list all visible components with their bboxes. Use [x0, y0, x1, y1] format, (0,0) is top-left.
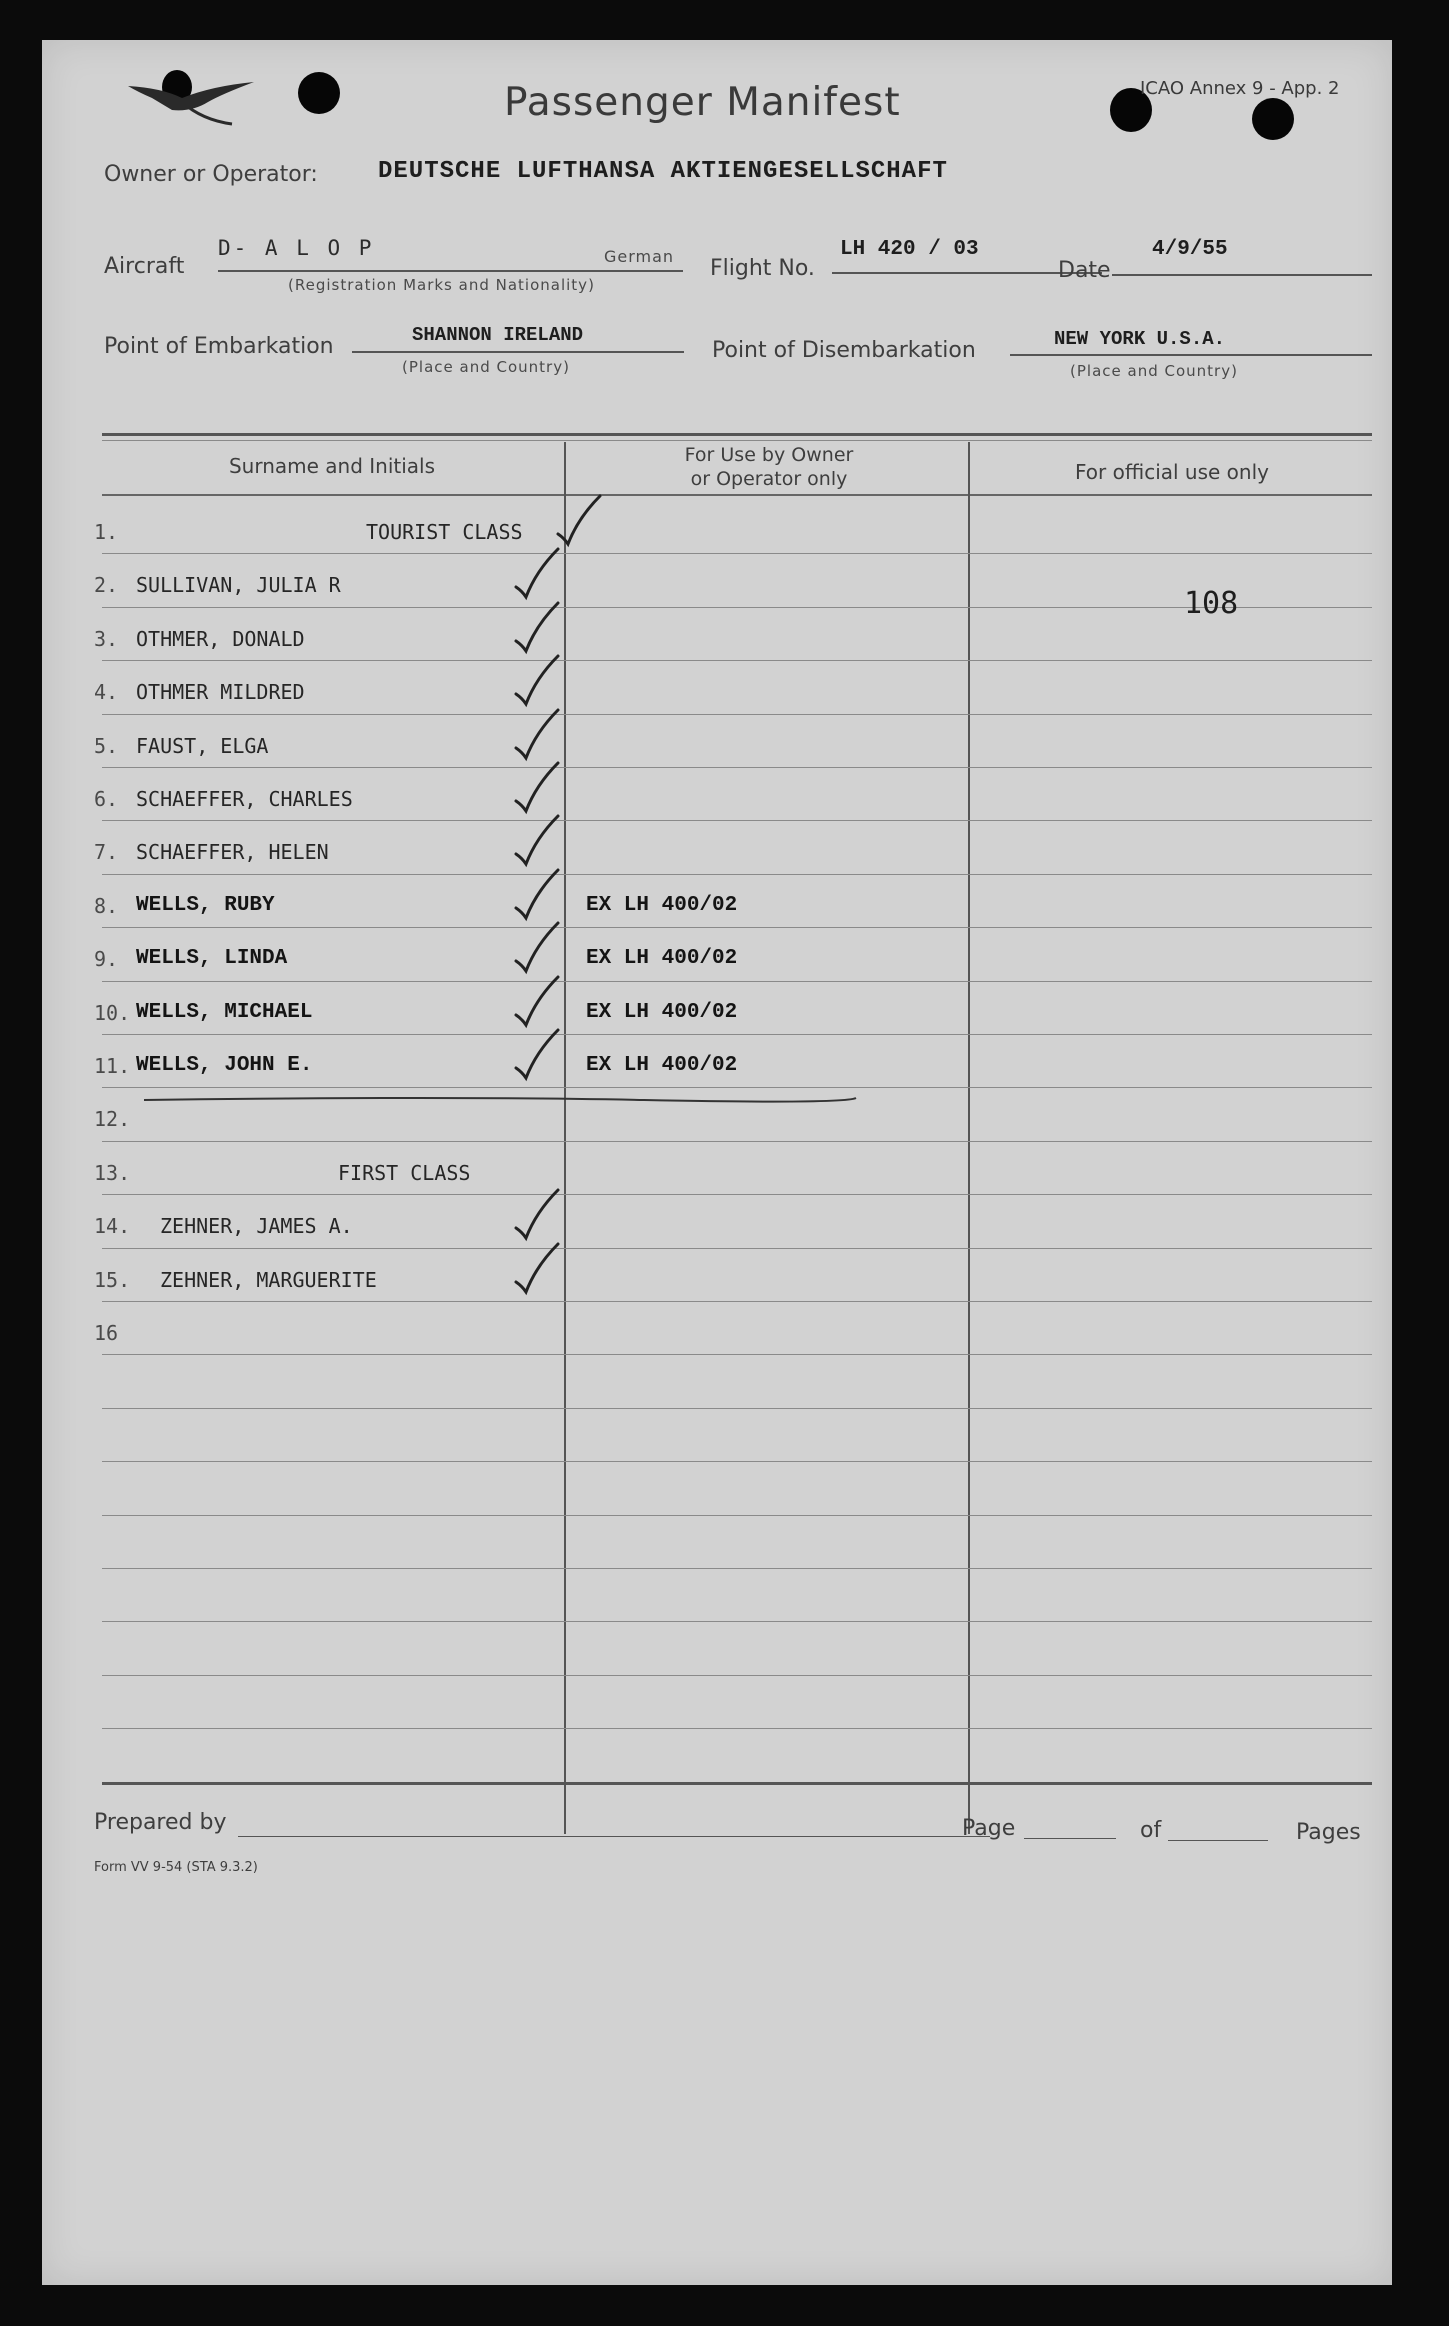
- official-number: 108: [1184, 586, 1239, 621]
- row-number: 7.: [94, 840, 119, 865]
- row-number: 14.: [94, 1214, 131, 1239]
- owner-value: DEUTSCHE LUFTHANSA AKTIENGESELLSCHAFT: [378, 158, 948, 185]
- passenger-name: SCHAEFFER, CHARLES: [136, 787, 353, 811]
- manifest-sheet: [42, 40, 1392, 2285]
- blank-rule: [102, 1675, 1372, 1676]
- header-owner-line2: or Operator only: [690, 468, 848, 490]
- blank-rule: [102, 1621, 1372, 1622]
- operator-note: EX LH 400/02: [586, 893, 738, 917]
- row-rule: [102, 553, 1372, 554]
- row-rule: [102, 1194, 1372, 1195]
- blank-rule: [102, 1515, 1372, 1516]
- row-number: 8.: [94, 893, 119, 918]
- prepared-label: Prepared by: [94, 1810, 227, 1835]
- column-rule: [564, 442, 566, 1834]
- check-mark-icon: [512, 761, 562, 817]
- embarkation-value: SHANNON IRELAND: [412, 324, 584, 346]
- row-rule: [102, 660, 1372, 661]
- disembarkation-value: NEW YORK U.S.A.: [1054, 328, 1226, 350]
- check-mark-icon: [512, 975, 562, 1031]
- check-mark-icon: [512, 868, 562, 924]
- class-heading: FIRST CLASS: [338, 1160, 471, 1185]
- row-rule: [102, 767, 1372, 768]
- blank-rule: [102, 1408, 1372, 1409]
- disembarkation-label: Point of Disembarkation: [712, 338, 976, 363]
- punch-hole: [298, 72, 340, 114]
- prepared-underline: [238, 1836, 990, 1837]
- check-mark-icon: [512, 1242, 562, 1298]
- passenger-name: SCHAEFFER, HELEN: [136, 840, 329, 865]
- airline-logo: [122, 68, 262, 128]
- date-label: Date: [1058, 258, 1111, 283]
- operator-note: EX LH 400/02: [586, 947, 738, 971]
- row-number: 11.: [94, 1054, 131, 1078]
- blank-rule: [102, 1568, 1372, 1569]
- blank-rule: [102, 1461, 1372, 1462]
- passenger-name: WELLS, LINDA: [136, 947, 288, 971]
- nationality-value: German: [604, 247, 675, 266]
- check-mark-icon: [512, 654, 562, 710]
- check-mark-icon: [512, 921, 562, 977]
- row-rule: [102, 1354, 1372, 1355]
- passenger-name: OTHMER MILDRED: [136, 680, 305, 705]
- header-surname: Surname and Initials: [228, 454, 436, 478]
- passenger-name: WELLS, JOHN E.: [136, 1054, 313, 1077]
- embarkation-caption: (Place and Country): [402, 358, 570, 376]
- passenger-name: ZEHNER, MARGUERITE: [160, 1267, 377, 1292]
- pages-label: Pages: [1296, 1820, 1361, 1845]
- row-number: 1.: [94, 520, 119, 544]
- check-mark-icon: [512, 708, 562, 764]
- row-number: 6.: [94, 787, 119, 811]
- check-mark-icon: [512, 1188, 562, 1244]
- row-number: 12.: [94, 1107, 131, 1132]
- date-underline: [1112, 274, 1372, 276]
- row-rule: [102, 1301, 1372, 1302]
- passenger-name: WELLS, MICHAEL: [136, 1000, 313, 1024]
- aircraft-underline: [218, 270, 683, 272]
- of-label: of: [1140, 1818, 1162, 1843]
- row-rule: [102, 607, 1372, 608]
- of-underline: [1168, 1840, 1268, 1841]
- row-rule: [102, 820, 1372, 821]
- row-rule: [102, 981, 1372, 982]
- passenger-name: ZEHNER, JAMES A.: [160, 1214, 353, 1239]
- check-mark-icon: [512, 601, 562, 657]
- row-rule: [102, 1034, 1372, 1035]
- disembarkation-underline: [1010, 354, 1372, 356]
- header-official: For official use only: [1075, 460, 1269, 484]
- operator-note: EX LH 400/02: [586, 1000, 738, 1024]
- flight-value: LH 420 / 03: [840, 238, 979, 261]
- header-owner-line1: For Use by Owner: [684, 444, 854, 466]
- form-title: Passenger Manifest: [504, 80, 901, 125]
- table-header-rule: [102, 494, 1372, 496]
- row-number: 10.: [94, 1000, 131, 1025]
- punch-hole: [1252, 98, 1294, 140]
- row-rule: [102, 1087, 1372, 1088]
- page-underline: [1024, 1838, 1116, 1839]
- column-rule: [968, 442, 970, 1834]
- row-number: 2.: [94, 573, 119, 598]
- passenger-name: FAUST, ELGA: [136, 733, 269, 758]
- row-number: 16: [94, 1321, 119, 1345]
- passenger-name: SULLIVAN, JULIA R: [136, 573, 341, 598]
- embarkation-underline: [352, 351, 684, 353]
- check-mark-icon: [512, 814, 562, 870]
- aircraft-value: D- A L O P: [218, 236, 375, 260]
- row-number: 3.: [94, 626, 119, 651]
- row-rule: [102, 1248, 1372, 1249]
- row-rule: [102, 927, 1372, 928]
- row-rule: [102, 714, 1372, 715]
- operator-note: EX LH 400/02: [586, 1054, 738, 1077]
- table-top-rule-inner: [102, 440, 1372, 441]
- blank-rule: [102, 1728, 1372, 1729]
- registration-caption: (Registration Marks and Nationality): [288, 276, 595, 294]
- owner-label: Owner or Operator:: [104, 162, 318, 187]
- embarkation-label: Point of Embarkation: [104, 334, 334, 359]
- row-number: 4.: [94, 680, 119, 705]
- row-rule: [102, 1141, 1372, 1142]
- date-value: 4/9/55: [1152, 238, 1228, 261]
- class-heading: TOURIST CLASS: [366, 520, 523, 544]
- disembarkation-caption: (Place and Country): [1070, 362, 1238, 380]
- row-rule: [102, 874, 1372, 875]
- table-top-rule: [102, 433, 1372, 436]
- flight-label: Flight No.: [710, 256, 815, 281]
- passenger-name: OTHMER, DONALD: [136, 626, 305, 651]
- handwritten-line: [144, 1090, 864, 1110]
- form-number: Form VV 9-54 (STA 9.3.2): [94, 1860, 258, 1875]
- passenger-name: WELLS, RUBY: [136, 893, 275, 917]
- row-number: 15.: [94, 1267, 131, 1292]
- row-number: 5.: [94, 733, 119, 758]
- table-bottom-rule: [102, 1782, 1372, 1785]
- page-label: Page: [962, 1816, 1016, 1841]
- check-mark-icon: [512, 547, 562, 603]
- icao-reference: ICAO Annex 9 - App. 2: [1140, 78, 1340, 99]
- aircraft-label: Aircraft: [104, 254, 185, 279]
- row-number: 13.: [94, 1160, 131, 1185]
- row-number: 9.: [94, 947, 119, 972]
- check-mark-icon: [512, 1028, 562, 1084]
- check-mark-icon: [554, 494, 604, 550]
